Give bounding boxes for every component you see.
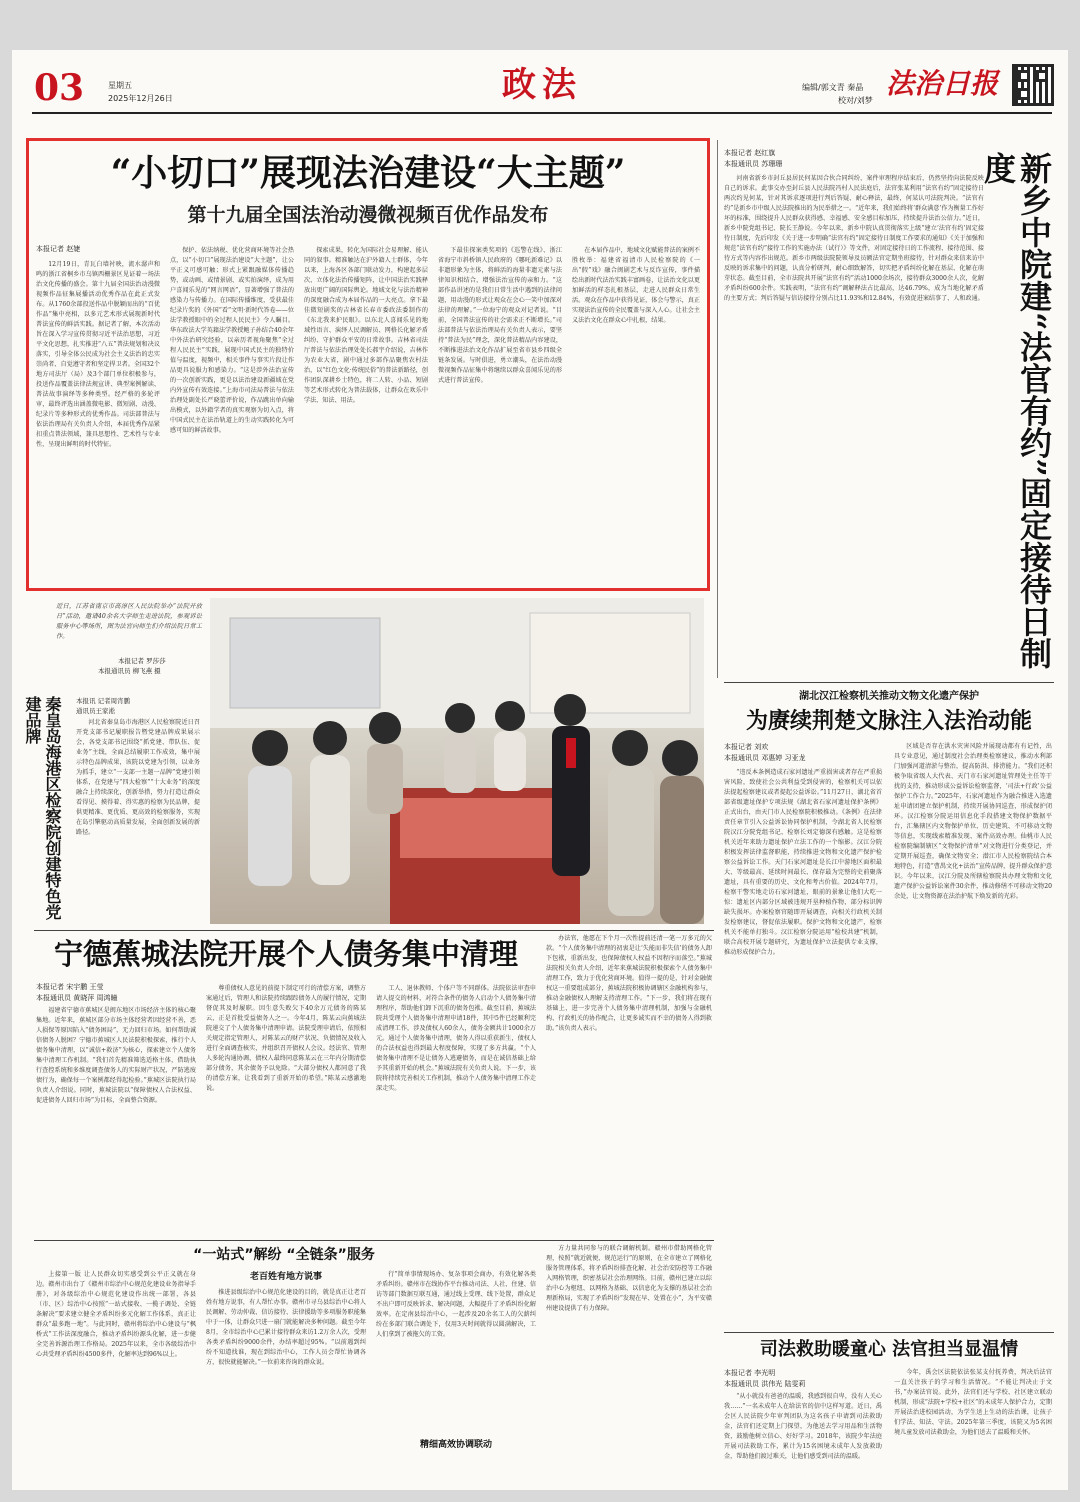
editors-line: 编辑/郭文青 秦晶 (802, 83, 864, 92)
youth-col-2 (894, 1368, 1052, 1488)
right-story-body (724, 174, 984, 674)
lead-story-title: “小切口”展现法治建设“大主题” (110, 152, 626, 194)
youth-col-2-text: 今年，禹会区法院依法张某支付抚养费，判决后法官一直关注孩子的学习和生活情况。“不能让判决止于文书，”办案法官说。此外，法官们还与学校、社区建立联动机制，形成“法院+学校+社区”的未成年人保护合力，定期开展法治进校园活动，为学生送上生动的法治课，让孩子们学法、知法、守法。2025年第三季度，该院又为5名困境儿童发放司法救助金，为他们送去了温暖和关怀。 (894, 1369, 1052, 1436)
lead-story-byline: 本报记者 赵婕 (36, 245, 81, 253)
right-story-byline-1: 本报记者 赵红旗 (724, 149, 776, 157)
youth-col-1 (724, 1392, 882, 1488)
photo-caption: 近日，江苏省南京市高淳区人民法院举办“法院开放日”活动，邀请40余名大学师生走进法院，参观诉讼服务中心等场所，图为法官向师生们介绍法院日常工作。 (56, 603, 202, 640)
lead-col-1 (36, 260, 160, 582)
sidebar-story-body (76, 718, 200, 926)
hubei-story (724, 686, 1054, 1326)
hubei-byline-2: 本报通讯员 邓惠婷 习亚龙 (724, 754, 806, 762)
proofreader-line: 校对/刘梦 (838, 96, 873, 105)
bottom-col-1 (36, 1270, 196, 1488)
hubei-title: 为赓续荆楚文脉注入法治动能 (745, 708, 1032, 734)
right-story-body-text: 河南省新乡市封丘县居民何某因合伙合同纠纷，案件审理程序结束后，仍然坚持向法院反映自己的诉求。此事交办至封丘县人民法院冯村人民法庭后，法官张某利用“法官有约”固定接待日两次约见何某，针对其诉求逐项进行判后答疑、耐心释法，最终，何某认可法院判决。“法官有约”是新乡市中级人民法院推出的为民举措之一。“近年来，我们始终将‘群众满意’作为衡量工作好坏的标准，围绕提升人民群众获得感、幸福感、安全感目标加压，持续提升法治公信力。”近日，新乡中院党组书记、院长王静说。今年以来，新乡中院认真贯彻落实上级“建立‘法官有约’固定接待日制度，先后印发《关于进一步明确“法官有约”固定接待日制度工作要求的通知》《关于加强和规范“法官有约”接待工作的实施办法（试行）》等文件，对固定接待日的工作流程、接待范围、接待方式等内容作出规范。新乡市两级法院院领导及员额法官定期坐班接待，针对群众来信来访中反映的诉求集中的问题，认真分析研判，耐心细致解答，切实把矛盾纠纷化解在基层、化解在萌芽状态。截至目前，全市法院共开展“法官有约”活动1000余场次，接待群众3000余人次，化解矛盾纠纷600余件。实践表明，“法官有约”调解释法占比最高，达46.79%，成为当地化解矛盾的主要方式；判后答疑与信访接待分别占比11.93%和12.84%，有效促进案结事了、人和政通。 (724, 175, 984, 302)
bottom-top-rule (34, 1240, 714, 1241)
ningde-story (34, 934, 714, 1234)
lead-col-3-text: 探索成果，转化为国际社会易理解、能认同的叙事。精准触达在沪外籍人士群体，今年以来，上海各区各部门联动发力，构建起多层次、立体化法治传播矩阵，让中国法治实践释放出更广阔的国际舆论。地域文化与法治精神的深度融合成为本届作品的一大亮点。拿下最佳微短剧奖的吉林省长春市委政法委制作的《东北我来护民眼》。以东北人喜闻乐见的地域性语言、演绎人民调解员、网格长化解矛盾纠纷、守护群众平安的日常故事。吉林省司法厅普法与依法治理处处长郝宇介绍说，吉林作为农业大省，剧中通过多部作品聚焦农村法治，以“红色文化·传统民俗”的普法新路径，创作团队深耕乡土特色，将二人转、小品、短剧等艺术形式转化为普法载体，让群众在欢乐中学法、知法、用法。 (304, 247, 428, 404)
page-number: 03 (34, 67, 85, 109)
lead-col-4 (438, 246, 562, 582)
bottom-subhead-1: 老百姓有地方说事 (249, 1272, 322, 1282)
bottom-story (34, 1244, 714, 1490)
bottom-col-4-text: 方力量共同参与的联合调解机制。赣州市借助网格化管理，按照“就近就便、规范运行”的原则，在全市建立了网格化服务管理体系，将矛盾纠纷排查化解、社会治安防控等工作融入网格管理，织密基层社会治理网络。目前，赣州已建立以综治中心为枢纽、以网格为基础、以信息化为支撑的基层社会治理新格局，实现了矛盾纠纷“发现在早、处置在小”，为平安赣州建设提供了有力保障。 (546, 1245, 712, 1312)
lead-col-1-text: 12月19日，青瓦白墙衬映，流水潺声和鸣的浙江省桐乡市乌镇西栅景区见证着一场法治文化传播的盛会。第十九届全国法治动漫微视频作品征集展播活动优秀作品在此正式发布。从1760余部投送作品中脱颖而出的“百优作品”集中亮相，以多元艺术形式展现新时代普法宣传的鲜活实践。据记者了解，本次活动旨在深入学习宣传贯彻习近平法治思想，习近平文化思想，扎实推进“八五”普法规划和决议落实，引导全体公民成为社会主义法治的忠实崇尚者、自觉遵守者和坚定捍卫者。全国32个地方司法厅（局）及3个部门单位积极参与，投送作品覆盖法律法规宣讲、典型案例解读、普法故事演绎等多种类型。经严格的多轮评审，最终评选出涵盖微电影、微短剧、动漫、纪录片等多种形式的优秀作品。司法部普法与依法治理局有关负责人介绍，本届优秀作品紧扣重点普法领域，兼具思想性、艺术性与专业性，呈现出鲜明的时代特征。 (36, 261, 160, 448)
masthead-rule (32, 112, 1052, 114)
caption-credit-2: 本报通讯员 柳飞燕 摄 (98, 667, 161, 675)
ningde-col-1-text: 福建省宁德市蕉城区是闽东地区市场经济主体的核心聚集地。近年来，蕉城区部分市场主体经营者因经营不善，恶人损保等原因陷入“债务困局”，无力回归市场。如何帮助诚信债务人脱困？宁德市蕉城区人民法院积极探索，推行个人债务集中清理，以“诚信+救济”为核心，探索建立个人债务集中清理工作机制。“我们首先精准筛选适格主体，借助执行查控系统和多维度调查债务人的实际财产状况，严防逃废债行为，确保每一个案例都经得起检验。”蕉城区法院执行局负责人介绍说。同时，蕉城法院以“保障债权人合法权益、促进债务人回归市场”为目标，全面整合资源。 (36, 1007, 196, 1104)
youth-byline-2: 本报通讯员 洪伟光 陆雯莉 (724, 1380, 806, 1388)
bottom-col-4 (546, 1244, 712, 1488)
court-open-day-photo (210, 598, 704, 924)
issue-date: 2025年12月26日 (108, 94, 173, 103)
hubei-col-1-text: “违反本条例造成石家河遗址严重损害或者存在严重损害风险，致使社会公共利益受到侵害的，检察机关可以依法提起检察建议或者提起公益诉讼。”11月27日，湖北省首部省级遗址保护专项法规《湖北省石家河遗址保护条例》正式出台，由天门市人民检察院积极推动。《条例》在法律责任章节引入公益诉讼协同保护机制，令湖北省人民检察院汉江分院党组书记、检察长刘定德深有感触。这是检察机关近年来助力遗址保护立法工作的一个缩影。汉江分院积极发挥法律监督职能，持续推进文物和文化遗产保护检察公益诉讼工作。天门石家河遗址是长江中游地区面积最大、等级最高、延续时间最长、保存最为完整的史前聚落遗址，具有重要的历史、文化和考古价值。2024年7月，检察干警实地走访石家河遗址，眼前的景象让他们大吃一惊：遗址区内部分区域被违规开垦种植作物，部分标识牌缺失损坏。办案检察官随即开展调查，向相关行政机关制发检察建议，督促依法履职。保护文物和文化遗产，检察机关不能单打独斗。汉江检察分院运用“检校共建”机制，联合高校开展专题研究，为遗址保护立法提供专业支撑，推动形成保护合力。 (724, 769, 882, 956)
lead-col-5-text: 在本届作品中，地域文化赋能普法的案例不胜枚举：福建省福清市人民检察院的《一出“假”戏》融合闽剧艺术与反诈宣传，事件描绘出新时代法治实践丰富画卷，让法治文化以更加鲜活的样态扎根基层，走进人民群众日常生活。观众在作品中获得见证，体会与警示，真正实现法治宣传的全民覆盖与深入人心。让社会主义法治文化在群众心中扎根，结果。 (572, 247, 700, 324)
sidebar-byline-1: 本报讯 记者周宵鹏 (76, 697, 131, 705)
hubei-byline-1: 本报记者 刘欢 (724, 743, 769, 751)
ningde-col-3-text: 工人、退休教师、个体户等不同群体。法院依法审查申请人提交的材料，对符合条件的债务人启动个人债务集中清理程序，帮助他们卸下沉重的债务包袱。截至目前，蕉城法院共受理个人债务集中清理申请18件，其中5件已经顺利完成清理工作，涉及债权人60余人，债务金额共计1000余万元。通过个人债务集中清理，债务人得以重获新生，债权人的合法权益也得到最大程度保障，实现了多方共赢。“个人债务集中清理不是让债务人逃避债务，而是在诚信基础上给予其重新开始的机会。”蕉城法院有关负责人说。下一步，该院将持续完善相关工作机制，推动个人债务集中清理工作走深走实。 (376, 985, 536, 1092)
ningde-top-rule (34, 930, 714, 931)
sidebar-story-title: 秦皇岛海港区检察院创建特色党建品牌 (23, 696, 62, 920)
bottom-col-2 (206, 1288, 366, 1488)
ningde-col-4-text: 办法官，他愿在下个月一次性提前还清一笔一万多元的欠款。“个人债务集中清理的初衷是让‘失能而非失信’的债务人卸下包袱，重新出发，也保障债权人权益不因程序而落空。”蕉城法院相关负责人介绍，近年来蕉城法院积极探索个人债务集中清理工作，致力于优化营商环境。值得一提的是，针对金融债权这一重要组成部分，蕉城法院积极协调辖区金融机构参与，推动金融债权人理解支持清理工作。“下一步，我们将在现有基础上，进一步完善个人债务集中清理机制，加强与金融机构、行政机关的协作配合，让更多诚实而不幸的债务人得到救助。”该负责人表示。 (546, 935, 712, 1032)
lead-col-5 (572, 246, 700, 582)
paper-logo: 法治日报 (886, 67, 999, 100)
hubei-col-2-text: 区域是否存在洪水灾害风险并展现动都有有记性，出具专业意见，通过制度社会治理类检察建议，推动水利部门加强河道清淤与整治，提高防洪、排涝能力。“我们还积极争取省级人大代表、天门市石家河遗址管理处主任等干扰的支持，推动形成公益诉讼检察监督，‘司法+行政’公益保护工作合力。”2025年，石家河遗址作为融合推进入选遗址申请团建立保护机制，持续开展协同巡查，形成保护闭环。汉江检察分院运用信息化手段搭建文物保护数据平台，汇集辖区内文物保护单位、历史建筑、不可移动文物等信息，实现线索精准发现、案件高效办理。仙桃市人民检察院编制辖区“文物保护清单”对文物进行分类登记，并定期开展巡查，确保文物安全；潜江市人民检察院结合本地特色，打造“曹禺文化+法治”宣传品牌，提升群众保护意识。今年以来，汉江分院及所辖检察院共办理文物和文化遗产保护公益诉讼案件30余件，推动修缮不可移动文物20余处，让文物资源在法治护航下焕发新的光彩。 (894, 743, 1052, 900)
lead-story (34, 146, 702, 586)
section-name: 政法 (502, 65, 582, 105)
bottom-col-1-text: 上接第一版 让人民群众切实感受到公平正义就在身边。赣州市出台了《赣州市综治中心规范化建设业务指导手册》，对各级综治中心规范化建设作出统一部署，各县（市、区）综治中心按照“一站式接收、一揽子调处、全链条解决”要求建立健全矛盾纠纷多元化解工作体系，真正让群众“最多跑一地”。与此同时，赣州将综治中心建设与“枫桥式”工作法深度融合，推动矛盾纠纷源头化解，进一步健全完善诉源治理工作格局。2025年以来，全市各级综治中心共受理矛盾纠纷4500多件，化解率达到96%以上。 (36, 1271, 196, 1358)
lead-col-2 (170, 246, 294, 582)
ningde-col-3 (376, 984, 536, 1232)
youth-col-1-text: “从小就没有爸爸的温暖，我感到很自卑，没有人关心我……”一名未成年人在给法官的信中这样写道。近日，禹会区人民法院少年审判团队为这名孩子申请到司法救助金，法官们还定期上门探望，为他送去学习用品和生活物资，鼓励他树立信心、好好学习。2018年，该院少年法庭开展司法救助工作，累计为15名困境未成年人发放救助金，帮助他们渡过难关，让他们感受到司法的温暖。 (724, 1393, 882, 1460)
sidebar-story-body-text: 河北省秦皇岛市海港区人民检察院近日召开党支部书记履职报告暨党建品牌成果展示会，各党支部书记围绕“抓党建、带队伍、促业务”主线，全面总结履职工作成效，集中展示特色品牌成果，该院以党建为引领，以业务为抓手，建立“一支部一主题一品牌”党建引领体系，在党建与“四大检察”“十大业务”的深度融合上持续深化，创新举措，努力打造让群众看得见、摸得着、得实惠的检察为民品牌，提供更精准、更优质、更高效的检察服务，实现在岛引擎驱动高质量发展，全面创新发展的新路径。 (76, 719, 200, 836)
weekday: 星期五 (108, 81, 132, 90)
lead-col-2-text: 保护、依法纳税、优化营商环境等社会热点，以“小切口”展现法治建设“大主题”，让公平正义可感可触；形式上紧跟融媒体传播趋势，或动画、或情景剧、或实拍演绎，成为用户喜闻乐见的“网言网语”，显著增强了普法的感染力与传播力。在国际传播维度，受获最佳纪录片奖的《外国“看”文明·新时代答卷——位法学教授眼中的全过程人民民主》令人瞩目。华东政法大学英籍法学教授鲍子孙结合40余年中外法治研究经验，以亲历者视角聚焦“全过程人民民主”实践，展现中国式民主的独特价值与温度，视频中，相关事件与事实片段让作品更具说服力和感染力。“这是涉外法治宣传的一次创新实践，更是以法治建设新疆域在党内外宣传有效连接。”上海市司法局普法与依法治理处副处长严晓蕾评价说，作品跳出单向输出模式，以外籍学者的真实观察为切入点，将中国式民主在法治轨道上的生动实践转化为可感可知的鲜活故事。 (170, 247, 294, 434)
youth-story (724, 1336, 1054, 1490)
youth-byline-1: 本报记者 李光明 (724, 1369, 776, 1377)
bottom-col-3-text: 行”简单事情现场办、复杂事项会商办，有效化解各类矛盾纠纷。赣州市在线协作平台推动司法、人社、住建、信访等部门数据互联互通，通过线上受理、线下处置，群众足不出户即可反映诉求、解决问题，大幅提升了矛盾纠纷化解效率。在定南县综治中心，一起涉及20余名工人的欠薪纠纷在多部门联合调处下，仅用3天时间就得以圆满解决，工人们拿到了被拖欠的工资。 (376, 1271, 536, 1338)
right-column-rule (717, 140, 718, 678)
newspaper-page (12, 50, 1068, 1490)
caption-credit-1: 本报记者 罗莎莎 (118, 657, 166, 665)
ningde-title: 宁德蕉城法院开展个人债务集中清理 (54, 937, 519, 971)
right-story-byline-2: 本报通讯员 苏珊珊 (724, 160, 783, 168)
youth-top-rule (724, 1332, 1054, 1333)
lead-col-3 (304, 246, 428, 582)
left-sidebar (23, 600, 202, 926)
masthead (12, 50, 1068, 120)
sidebar-byline-2: 通讯员王家淞 (76, 707, 115, 715)
ningde-byline-2: 本报通讯员 黄晓萍 周鸿瞳 (36, 994, 118, 1002)
ningde-col-4 (546, 934, 712, 1232)
lead-story-subtitle: 第十九届全国法治动漫微视频百优作品发布 (187, 204, 549, 226)
ningde-byline-1: 本报记者 宋宇鹏 王莹 (36, 983, 104, 991)
hubei-kicker: 湖北汉江检察机关推动文物文化遗产保护 (799, 691, 979, 702)
hubei-top-rule (724, 682, 1054, 683)
bottom-col-3 (376, 1270, 536, 1436)
bottom-story-title: “一站式”解纷 “全链条”服务 (193, 1247, 375, 1263)
ningde-col-2 (206, 984, 366, 1232)
qr-code (1012, 64, 1054, 106)
ningde-col-1 (36, 1006, 196, 1232)
hubei-col-1 (724, 768, 882, 1324)
right-story-title: 新乡中院建“法官有约”固定接待日制度 (979, 152, 1053, 669)
photo-illustration (210, 598, 704, 924)
bottom-col-2-text: 推进县级综治中心规范化建设的目的，就是真正让老百姓有地方说事，有人帮忙办事。赣州市寻乌县综治中心将人民调解、劳动仲裁、信访接待、法律援助等多项服务职能集中于一体，让群众只进一扇门就能解决多种问题。截至今年8月，全市综治中心已累计接待群众来访1.2万余人次，受理各类矛盾纠纷9000余件，办结率超过95%。“以前遇到纠纷不知道找谁，现在到综治中心，工作人员会帮忙协调各方，很快就能解决。”一位前来咨询的群众说。 (206, 1289, 366, 1366)
ningde-col-2-text: 尊重债权人意见的前提下制定可行的清偿方案，调整方案通过后，管理人和法院持续跟踪债务人的履行情况，定期督促其及时履职。因生意失败欠下40余万元债务的陈某云，正是首批受益债务人之一。今年4月，陈某云向蕉城法院递交了个人债务集中清理申请。法院受理申请后，依照相关规定指定管理人，对陈某云的财产状况、负债情况及收入进行全面调查核实，并组织召开债权人会议。经法官、管理人多轮沟通协调，债权人最终同意陈某云在三年内分期清偿部分债务，其余债务予以免除。“大部分债权人都同意了我的清偿方案，让我看到了重新开始的希望。”陈某云感激地说。 (206, 985, 366, 1092)
right-story (724, 142, 1054, 678)
youth-title: 司法救助暖童心 法官担当显温情 (759, 1339, 1019, 1360)
lead-col-4-text: 下最佳探案类奖项的《巡警在线》、浙江省海宁市斜桥镇人民政府的《哪吒新难记》以非遗形象为主体，将鲜活的海量非遗元素与法律知识相结合，增强法治宣传的亲和力。“这部作品讲述的是我们日常生活中遇到的法律问题，用动漫的形式让观众在会心一笑中加深对法律的理解。”一位海宁的观众对记者说。“目前，全国普法宣传的社会需求正不断增长。”司法部普法与依法治理局有关负责人表示，要坚持“普法为民”理念，深化普法精品内容建设，不断推进法治文化作品扩展至省市县乡四级全链条发展。与时俱进，勇立潮头，在法治动漫微视频作品征集中将继续以群众喜闻乐见的形式进行普法宣传。 (438, 247, 562, 384)
hubei-col-2 (894, 742, 1052, 1324)
bottom-subhead-2: 精细高效协调联动 (419, 1440, 492, 1450)
